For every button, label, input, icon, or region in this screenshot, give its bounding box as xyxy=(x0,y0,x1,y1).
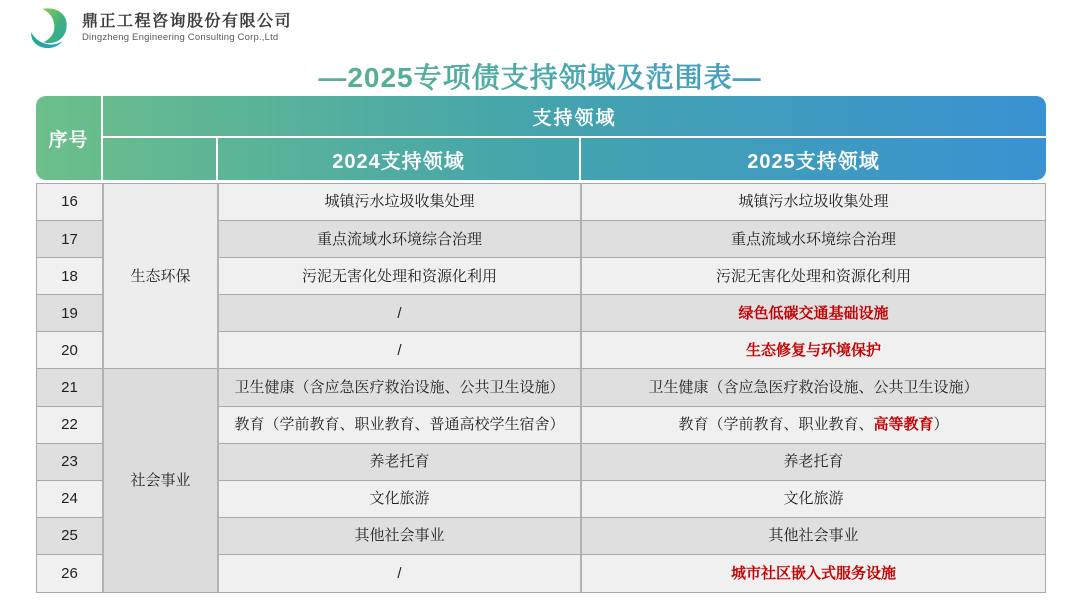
header-support-area: 支持领域 xyxy=(103,96,1046,138)
category-cell: 社会事业 xyxy=(104,369,219,592)
cell-text: 城镇污水垃圾收集处理 xyxy=(324,193,475,211)
cell-text: 其他社会事业 xyxy=(354,527,445,545)
support-2025-cell xyxy=(582,369,1045,406)
support-2024-cell xyxy=(219,332,582,369)
row-number-cell: 18 xyxy=(37,258,104,295)
support-2024-cell xyxy=(219,221,582,258)
support-areas-table xyxy=(36,96,1046,593)
cell-text: 重点流域水环境综合治理 xyxy=(316,230,482,248)
highlighted-text: 绿色低碳交通基础设施 xyxy=(738,304,889,322)
row-number-cell: 21 xyxy=(37,369,104,406)
support-2025-cell xyxy=(582,407,1045,444)
row-number-cell: 25 xyxy=(37,518,104,555)
header-2024: 2024支持领域 xyxy=(218,138,581,180)
cell-text: 重点流域水环境综合治理 xyxy=(730,230,896,248)
highlighted-text: 城市社区嵌入式服务设施 xyxy=(730,564,896,582)
support-2024-cell xyxy=(219,444,582,481)
cell-text: / xyxy=(397,564,402,582)
company-logo xyxy=(28,6,292,50)
table-header xyxy=(36,96,1046,180)
cell-text: 卫生健康（含应急医疗救治设施、公共卫生设施） xyxy=(648,378,979,396)
cell-text: 养老托育 xyxy=(783,453,844,471)
support-2024-cell xyxy=(219,481,582,518)
highlighted-text: 生态修复与环境保护 xyxy=(745,341,881,359)
cell-text: 文化旅游 xyxy=(369,490,430,508)
support-2024-cell xyxy=(219,258,582,295)
cell-text: 其他社会事业 xyxy=(768,527,859,545)
row-number-cell: 19 xyxy=(37,295,104,332)
cell-text: 污泥无害化处理和资源化利用 xyxy=(301,267,497,285)
row-number-cell: 16 xyxy=(37,184,104,221)
cell-text: 养老托育 xyxy=(369,453,430,471)
header-no: 序号 xyxy=(36,96,103,180)
support-2025-cell xyxy=(582,184,1045,221)
row-number-cell: 20 xyxy=(37,332,104,369)
support-2024-cell xyxy=(219,369,582,406)
cell-text: 教育（学前教育、职业教育、 xyxy=(678,415,874,433)
category-cell: 生态环保 xyxy=(104,184,219,369)
support-2025-cell xyxy=(582,555,1045,592)
cell-text: 卫生健康（含应急医疗救治设施、公共卫生设施） xyxy=(234,378,565,396)
company-logo-icon xyxy=(28,6,74,50)
support-2024-cell xyxy=(219,407,582,444)
cell-text: / xyxy=(397,341,402,359)
support-2025-cell xyxy=(582,481,1045,518)
row-number-cell: 17 xyxy=(37,221,104,258)
support-2025-cell xyxy=(582,518,1045,555)
header-blank-cell xyxy=(103,138,218,180)
support-2024-cell xyxy=(219,295,582,332)
header-2025: 2025支持领域 xyxy=(747,150,880,173)
support-2024-cell xyxy=(219,555,582,592)
highlighted-text: 高等教育 xyxy=(873,415,934,433)
company-name-en: Dingzheng Engineering Consulting Corp.,Ltd xyxy=(82,32,279,44)
cell-text: / xyxy=(397,304,402,322)
row-number-cell: 22 xyxy=(37,407,104,444)
cell-text: 文化旅游 xyxy=(783,490,844,508)
company-name-cn: 鼎正工程咨询股份有限公司 xyxy=(82,13,293,31)
support-2025-cell xyxy=(582,332,1045,369)
table-body xyxy=(36,183,1046,593)
support-2025-cell xyxy=(582,444,1045,481)
cell-text: 城镇污水垃圾收集处理 xyxy=(738,193,889,211)
cell-text: 污泥无害化处理和资源化利用 xyxy=(715,267,911,285)
support-2025-cell xyxy=(582,221,1045,258)
cell-text: 教育（学前教育、职业教育、普通高校学生宿舍） xyxy=(234,415,565,433)
support-2024-cell xyxy=(219,184,582,221)
cell-text: ） xyxy=(933,415,949,433)
support-2025-cell xyxy=(582,258,1045,295)
row-number-cell: 24 xyxy=(37,481,104,518)
row-number-cell: 23 xyxy=(37,444,104,481)
row-number-cell: 26 xyxy=(37,555,104,592)
support-2024-cell xyxy=(219,518,582,555)
support-2025-cell xyxy=(582,295,1045,332)
page-title: —2025专项债支持领域及范围表— xyxy=(0,56,1080,96)
